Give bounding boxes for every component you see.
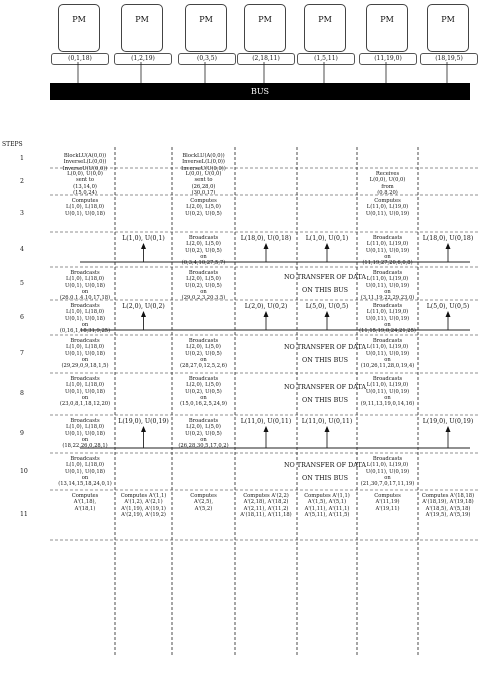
step-cell <box>357 171 418 196</box>
cell-line: InverseL(L(0,0)) <box>63 159 107 166</box>
cell-line: Broadcasts <box>372 235 403 241</box>
cell-line: Broadcasts <box>70 418 100 424</box>
arrow-head <box>325 243 330 249</box>
cell-line: U(0,11), U(0,19) <box>365 247 410 254</box>
no-transfer-note <box>235 459 415 485</box>
pm-coord: (1,2,19) <box>114 53 172 65</box>
cell-line: U(0,2), U(0,5) <box>185 247 222 254</box>
cell-line: (29,29,0,9,18,1,5) <box>61 363 109 370</box>
cell-line: Computes <box>374 493 401 499</box>
cell-line: U(0,1), U(0,18) <box>65 282 105 289</box>
cell-line: L(2,0), L(5,0) <box>186 241 221 248</box>
cell-line: A'(5,11), A'(11,5) <box>304 511 350 518</box>
cell-line: U(0,11), U(0,19) <box>365 282 410 289</box>
cell-line: Broadcasts <box>372 456 403 462</box>
cell-line: U(0,1), U(0,18) <box>65 468 105 475</box>
cell-line: (28,27,0,12,5,2,6) <box>180 363 227 370</box>
cell-line: on <box>81 288 89 295</box>
cell-line: Computes A'(1,1) <box>304 493 350 499</box>
cell-line: A'(2,11), A'(11,2) <box>243 505 289 512</box>
cell-line: L(1,0), L(18,0) <box>65 204 105 211</box>
cell-line: Broadcasts <box>188 376 219 382</box>
note-line: NO TRANSFER OF DATA <box>283 272 367 281</box>
transfer-label: L(19,0), U(0,19) <box>118 418 169 425</box>
step-number: 10 <box>20 467 28 475</box>
step-cell <box>55 153 115 172</box>
cell-line: (0,8,20) <box>377 189 398 196</box>
pm-label: PM <box>72 15 86 24</box>
step-cell <box>172 376 235 407</box>
cell-line: Broadcasts <box>188 418 219 424</box>
step-number: 5 <box>20 279 24 287</box>
transfer-label: L(18,0), U(0,18) <box>240 235 292 242</box>
cell-line: Broadcasts <box>188 338 219 344</box>
step-cell <box>357 198 418 217</box>
cell-line: Computes <box>190 493 217 499</box>
transfer-label: L(5,0), U(0,5) <box>305 303 349 310</box>
cell-line: Broadcasts <box>372 338 403 344</box>
arrow-head <box>264 311 269 317</box>
step-cell <box>172 418 235 449</box>
step-cell <box>55 338 115 369</box>
cell-line: on <box>200 436 207 443</box>
cell-line: (11,19,27,20,6,0,8) <box>362 260 413 267</box>
pm-coord: (11,19,0) <box>359 53 417 65</box>
cell-line: (15,0,16,2,5,24,9) <box>180 401 227 408</box>
cell-line: U(0,11), U(0,19) <box>365 315 410 322</box>
cell-line: on <box>81 394 89 401</box>
cell-line: L(1,0), L(18,0) <box>65 424 105 431</box>
note-line: ON THIS BUS <box>301 285 349 294</box>
cell-line: (9,11,13,19,0,14,16) <box>360 401 415 408</box>
step-cell <box>235 493 297 518</box>
cell-line: A'(1,11), A'(11,1) <box>304 505 350 512</box>
cell-line: (15,0,24) <box>73 189 97 196</box>
pm-coord: (18,19,5) <box>420 53 478 65</box>
cell-line: on <box>200 356 207 363</box>
step-cell <box>172 270 235 301</box>
arrow-head <box>141 311 146 317</box>
cell-line: L(1,0), L(18,0) <box>65 309 105 316</box>
cell-line: U(0,11), U(0,19) <box>365 210 410 217</box>
cell-line: L(11,0), L(19,0) <box>366 204 409 211</box>
pm-label: PM <box>318 15 332 24</box>
step-number: 2 <box>20 177 24 185</box>
cell-line: U(0,11), U(0,19) <box>365 350 410 357</box>
cell-line: A'(18,1) <box>74 505 96 512</box>
cell-line: (26,28,30,5,17,0,2) <box>178 443 229 450</box>
cell-line: (13,14,15,18,24,0,1) <box>58 481 112 488</box>
cell-line: Computes A'(2,2) <box>243 493 289 499</box>
cell-line: U(0,1), U(0,18) <box>65 430 105 437</box>
step-number: 7 <box>20 350 24 357</box>
cell-line: U(0,1), U(0,18) <box>65 350 105 357</box>
cell-line: U(0,11), U(0,19) <box>365 388 410 395</box>
arrow-head <box>446 243 451 249</box>
pm-label: PM <box>199 15 213 24</box>
cell-line: on <box>200 253 207 260</box>
cell-line: A'(1,19), A'(19,1) <box>121 505 166 512</box>
cell-line: L(2,0), L(5,0) <box>186 382 221 389</box>
cell-line: (23,0,8,1,18,12,20) <box>59 401 111 408</box>
step-cell <box>357 303 418 334</box>
cell-line: A'(1,2), A'(2,1) <box>124 499 163 506</box>
cell-line: from <box>381 183 394 190</box>
step-cell <box>418 493 478 518</box>
cell-line: U(0,2), U(0,5) <box>185 350 222 357</box>
step-cell <box>55 376 115 407</box>
pm-coord: (0,1,18) <box>51 53 109 65</box>
cell-line: L(2,0), L(5,0) <box>186 344 221 351</box>
step-cell <box>172 171 235 196</box>
cell-line: Broadcasts <box>372 303 403 309</box>
cell-line: on <box>81 474 89 481</box>
cell-line: Broadcasts <box>188 235 219 241</box>
cell-line: (0,3,4,10,27,5,7) <box>181 260 226 267</box>
cell-line: (13,14,0) <box>73 183 97 190</box>
cell-line: (10,26,11,28,0,19,4) <box>360 363 415 370</box>
cell-line: Broadcasts <box>70 338 100 344</box>
cell-line: L(11,0), L(19,0) <box>366 462 409 469</box>
cell-line: on <box>200 394 207 401</box>
no-transfer-note <box>235 381 415 407</box>
pm-label: PM <box>380 15 394 24</box>
step-cell <box>297 493 357 518</box>
cell-line: U(0,2), U(0,5) <box>185 282 222 289</box>
cell-line: L(2,0), L(5,0) <box>186 424 221 431</box>
arrow-head <box>446 426 451 432</box>
cell-line: U(0,2), U(0,5) <box>185 388 222 395</box>
transfer-label: L(1,0), U(0,1) <box>122 235 165 242</box>
step-cell <box>172 338 235 369</box>
cell-line: U(0,2), U(0,5) <box>185 430 222 437</box>
arrow-head <box>141 426 146 432</box>
cell-line: L(2,0), L(5,0) <box>186 276 221 283</box>
step-cell <box>55 198 115 217</box>
cell-line: A'(1,18), <box>73 499 97 506</box>
step-cell <box>55 270 115 301</box>
step-number: 1 <box>20 155 24 162</box>
transfer-label: L(1,0), U(0,1) <box>305 235 349 242</box>
cell-line: U(0,1), U(0,18) <box>65 210 105 217</box>
cell-line: L(11,0), L(19,0) <box>366 344 409 351</box>
step-cell <box>172 235 235 266</box>
arrow-head <box>325 426 330 432</box>
step-cell <box>357 493 418 512</box>
step-cell <box>55 418 115 449</box>
cell-line: (26,28,0) <box>191 183 216 190</box>
pm-label: PM <box>441 15 455 24</box>
cell-line: Computes A'(18,18) <box>421 493 475 499</box>
pm-coord: (1,5,11) <box>297 53 355 65</box>
cell-line: (26,0,1,4,10,17,18) <box>59 295 111 302</box>
step-number: 4 <box>20 245 24 253</box>
cell-line: Broadcasts <box>70 456 100 462</box>
cell-line: L(1,0), L(18,0) <box>65 462 105 469</box>
step-number: 6 <box>20 313 24 321</box>
note-line: ON THIS BUS <box>301 396 349 404</box>
arrow-head <box>446 311 451 317</box>
cell-line: (3,11,19,22,29,23,0) <box>360 295 415 302</box>
cell-line: on <box>384 288 391 295</box>
note-line: NO TRANSFER OF DATA <box>283 383 367 391</box>
no-transfer-note <box>235 271 415 297</box>
arrow-head <box>141 243 146 249</box>
cell-line: U(0,1), U(0,18) <box>65 315 105 322</box>
cell-line: L(1,0), L(18,0) <box>65 276 105 283</box>
cell-line: (11,15,19,0,24,21,25) <box>359 328 416 335</box>
cell-line: A'(18,5), A'(5,18) <box>425 505 471 512</box>
cell-line: L(0,0), U(0,0) <box>369 177 406 184</box>
cell-line: Computes <box>71 493 99 499</box>
pm-coord: (2,18,11) <box>237 53 295 65</box>
cell-line: A'(2,18), A'(18,2) <box>243 499 289 506</box>
cell-line: Computes <box>71 198 99 204</box>
cell-line: on <box>81 356 89 363</box>
step-cell <box>55 171 115 196</box>
no-transfer-note <box>235 341 415 367</box>
transfer-label: L(2,0), U(0,2) <box>122 303 165 310</box>
transfer-label: L(5,0), U(0,5) <box>426 303 470 310</box>
cell-line: on <box>384 321 391 328</box>
transfer-label: L(19,0), U(0,19) <box>422 418 474 425</box>
cell-line: L(11,0), L(19,0) <box>366 382 409 389</box>
cell-line: Broadcasts <box>70 270 100 276</box>
step-number: 3 <box>20 209 24 217</box>
cell-line: InverseU(U(0,0)) <box>62 165 108 172</box>
arrow-head <box>325 311 330 317</box>
cell-line: Broadcasts <box>188 270 219 276</box>
pm-label: PM <box>258 15 272 24</box>
cell-line: A'(2,19), A'(19,2) <box>121 511 166 518</box>
transfer-label: L(18,0), U(0,18) <box>422 235 474 242</box>
cell-line: InverseL(L(0,0)) <box>182 159 225 166</box>
cell-line: L(11,0), L(19,0) <box>366 276 409 283</box>
bus-label: BUS <box>250 87 270 96</box>
cell-line: (18,22,26,0,28,1) <box>62 443 108 450</box>
step-cell <box>357 235 418 266</box>
cell-line: (0,16,1,18,31,9,25) <box>59 328 111 335</box>
cell-line: Computes <box>374 198 401 204</box>
cell-line: A'(18,19), A'(19,18) <box>422 499 474 506</box>
cell-line: Broadcasts <box>372 270 403 276</box>
step-number: 11 <box>20 511 28 518</box>
step-cell <box>55 303 115 334</box>
cell-line: A'(19,11) <box>375 505 400 512</box>
note-line: ON THIS BUS <box>301 356 349 364</box>
cell-line: A'(18,11), A'(11,18) <box>240 511 292 518</box>
cell-line: (30,0,17) <box>191 189 216 196</box>
cell-line: Broadcasts <box>70 303 100 309</box>
cell-line: Computes A'(1,1) <box>120 493 167 499</box>
cell-line: on <box>384 474 391 481</box>
pm-coord: (0,3,5) <box>178 53 236 65</box>
cell-line: A'(11,19) <box>375 499 400 506</box>
note-line: ON THIS BUS <box>301 473 349 482</box>
cell-line: BlockLU(A(0,0)) <box>182 153 225 159</box>
step-cell <box>172 493 235 512</box>
cell-line: U(0,2), U(0,5) <box>185 210 222 217</box>
step-cell <box>115 493 172 518</box>
cell-line: U(0,11), U(0,19) <box>365 468 410 475</box>
note-line: NO TRANSFER OF DATA <box>283 460 367 469</box>
cell-line: InverseU(U(0,0)) <box>181 165 226 172</box>
step-cell <box>55 493 115 512</box>
cell-line: on <box>81 321 89 328</box>
transfer-label: L(11,0), U(0,11) <box>301 418 353 425</box>
transfer-label: L(11,0), U(0,11) <box>240 418 292 425</box>
cell-line: U(0,1), U(0,18) <box>65 388 105 395</box>
cell-line: Computes <box>190 198 217 204</box>
cell-line: on <box>384 394 391 401</box>
cell-line: sent to <box>194 177 213 184</box>
cell-line: sent to <box>75 177 94 184</box>
cell-line: L(2,0), L(5,0) <box>186 204 221 211</box>
step-cell <box>55 456 115 487</box>
pm-label: PM <box>135 15 149 24</box>
transfer-label: L(2,0), U(0,2) <box>244 303 288 310</box>
steps-header: STEPS <box>2 141 23 148</box>
cell-line: L(0,0), U(0,0) <box>67 171 103 177</box>
cell-line: L(1,0), L(18,0) <box>65 344 105 351</box>
cell-line: on <box>200 288 207 295</box>
cell-line: L(0,0), U(0,0) <box>185 171 222 177</box>
cell-line: BlockLU(A(0,0)) <box>63 153 107 159</box>
cell-line: L(11,0), L(19,0) <box>366 241 409 248</box>
step-number: 8 <box>20 390 24 397</box>
cell-line: (29,0,2,3,20,3,5) <box>181 295 226 302</box>
cell-line: (21,30,7,0,17,11,19) <box>360 481 415 488</box>
cell-line: Receives <box>375 171 400 177</box>
cell-line: on <box>384 356 391 363</box>
arrow-head <box>264 426 269 432</box>
cell-line: A'(2,5), <box>193 499 214 506</box>
cell-line: L(1,0), L(18,0) <box>65 382 105 389</box>
arrow-head <box>264 243 269 249</box>
cell-line: L(11,0), L(19,0) <box>366 309 409 316</box>
step-number: 9 <box>20 430 24 437</box>
note-line: NO TRANSFER OF DATA <box>283 343 367 351</box>
step-cell <box>172 153 235 172</box>
cell-line: on <box>81 436 89 443</box>
cell-line: A'(1,5), A'(5,1) <box>307 499 347 506</box>
step-cell <box>172 198 235 217</box>
cell-line: Broadcasts <box>372 376 403 382</box>
cell-line: A'(5,2) <box>194 505 213 512</box>
cell-line: Broadcasts <box>70 376 100 382</box>
cell-line: A'(19,5), A'(5,19) <box>425 511 471 518</box>
cell-line: on <box>384 253 391 260</box>
